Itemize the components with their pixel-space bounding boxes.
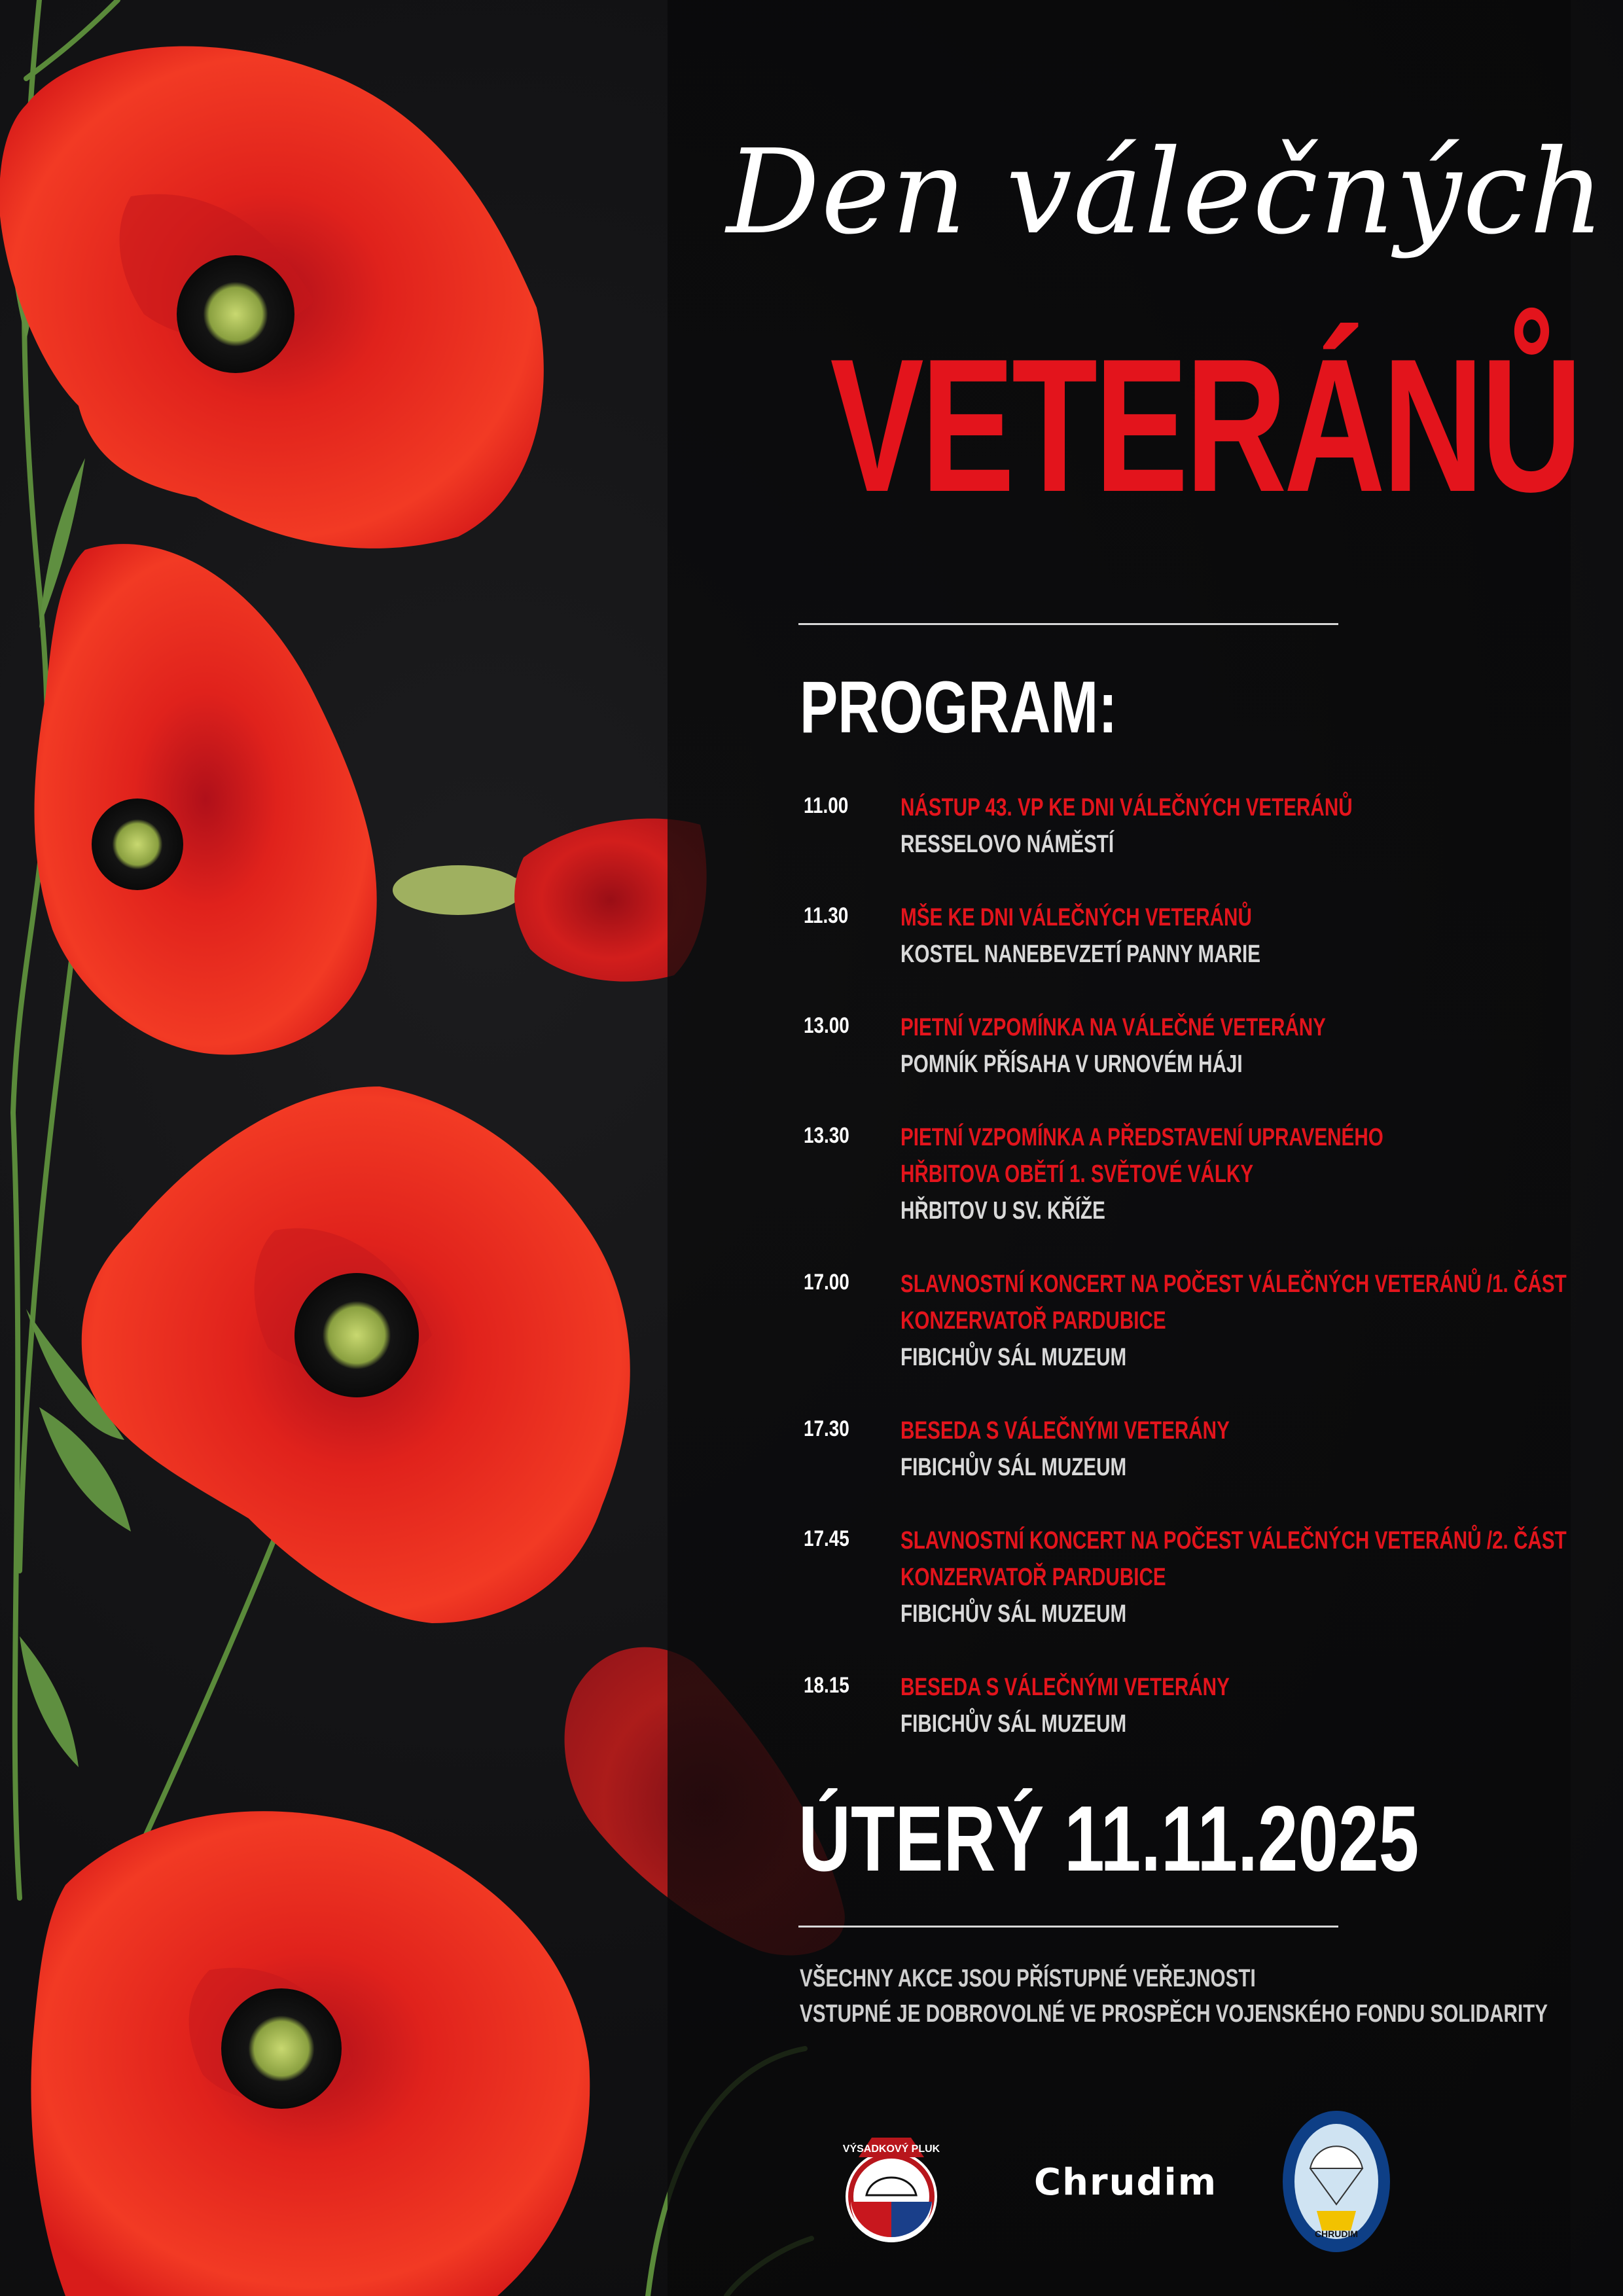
poppy-flower-icon: [31, 1811, 590, 2296]
program-event: HŘBITOVA OBĚTÍ 1. SVĚTOVÉ VÁLKY: [901, 1160, 1254, 1188]
program-time: 17.30: [804, 1416, 849, 1441]
title-main: VETERÁNŮ: [830, 319, 1580, 531]
program-time: 13.30: [804, 1123, 849, 1148]
program-location: FIBICHŮV SÁL MUZEUM: [901, 1454, 1127, 1481]
program-event: BESEDA S VÁLEČNÝMI VETERÁNY: [901, 1674, 1230, 1701]
program-location: FIBICHŮV SÁL MUZEUM: [901, 1710, 1127, 1738]
program-event: BESEDA S VÁLEČNÝMI VETERÁNY: [901, 1417, 1230, 1444]
program-event: PIETNÍ VZPOMÍNKA A PŘEDSTAVENÍ UPRAVENÉHO: [901, 1124, 1383, 1151]
program-event: MŠE KE DNI VÁLEČNÝCH VETERÁNŮ: [901, 904, 1252, 931]
logo-bottom-text: CHRUDIM: [1314, 2229, 1359, 2239]
program-time: 11.00: [804, 793, 849, 818]
logo-banner-text: VÝSADKOVÝ PLUK: [842, 2144, 940, 2155]
program-time: 17.00: [804, 1270, 849, 1295]
program-event: KONZERVATOŘ PARDUBICE: [901, 1564, 1166, 1591]
program-heading: PROGRAM:: [800, 666, 1118, 748]
program-location: FIBICHŮV SÁL MUZEUM: [901, 1344, 1127, 1371]
divider-top: [798, 623, 1338, 625]
divider-bottom: [798, 1926, 1338, 1928]
program-event: PIETNÍ VZPOMÍNKA NA VÁLEČNÉ VETERÁNY: [901, 1014, 1326, 1041]
program-location: RESSELOVO NÁMĚSTÍ: [901, 831, 1115, 858]
vysadkovy-pluk-logo: [826, 2111, 957, 2255]
program-time: 11.30: [804, 903, 849, 928]
chrudim-logo: Chrudim: [1034, 2161, 1218, 2204]
program-event: KONZERVATOŘ PARDUBICE: [901, 1307, 1166, 1335]
poppy-bud: [393, 819, 707, 982]
program-time: 13.00: [804, 1013, 849, 1038]
program-event: SLAVNOSTNÍ KONCERT NA POČEST VÁLEČNÝCH VETERÁNŮ /1. ČÁST: [901, 1270, 1567, 1298]
poppy-flower-icon: [35, 544, 377, 1054]
program-event: SLAVNOSTNÍ KONCERT NA POČEST VÁLEČNÝCH VETERÁNŮ /2. ČÁST: [901, 1527, 1567, 1554]
event-date: ÚTERÝ 11.11.2025: [798, 1787, 1419, 1891]
poppy-flower-icon: [82, 1086, 630, 1623]
veterans-club-logo: [1277, 2106, 1395, 2257]
program-location: KOSTEL NANEBEVZETÍ PANNY MARIE: [901, 941, 1261, 968]
program-location: POMNÍK PŘÍSAHA V URNOVÉM HÁJI: [901, 1050, 1243, 1078]
program-time: 17.45: [804, 1526, 849, 1551]
footer-line: VŠECHNY AKCE JSOU PŘÍSTUPNÉ VEŘEJNOSTI: [800, 1965, 1256, 1992]
program-event: NÁSTUP 43. VP KE DNI VÁLEČNÝCH VETERÁNŮ: [901, 794, 1353, 821]
program-location: HŘBITOV U SV. KŘÍŽE: [901, 1197, 1105, 1225]
footer-line: VSTUPNÉ JE DOBROVOLNÉ VE PROSPĚCH VOJENSKÉHO FONDU SOLIDARITY: [800, 2000, 1548, 2028]
program-time: 18.15: [804, 1673, 849, 1698]
title-script: Den válečných: [726, 124, 1606, 260]
program-location: FIBICHŮV SÁL MUZEUM: [901, 1600, 1127, 1628]
